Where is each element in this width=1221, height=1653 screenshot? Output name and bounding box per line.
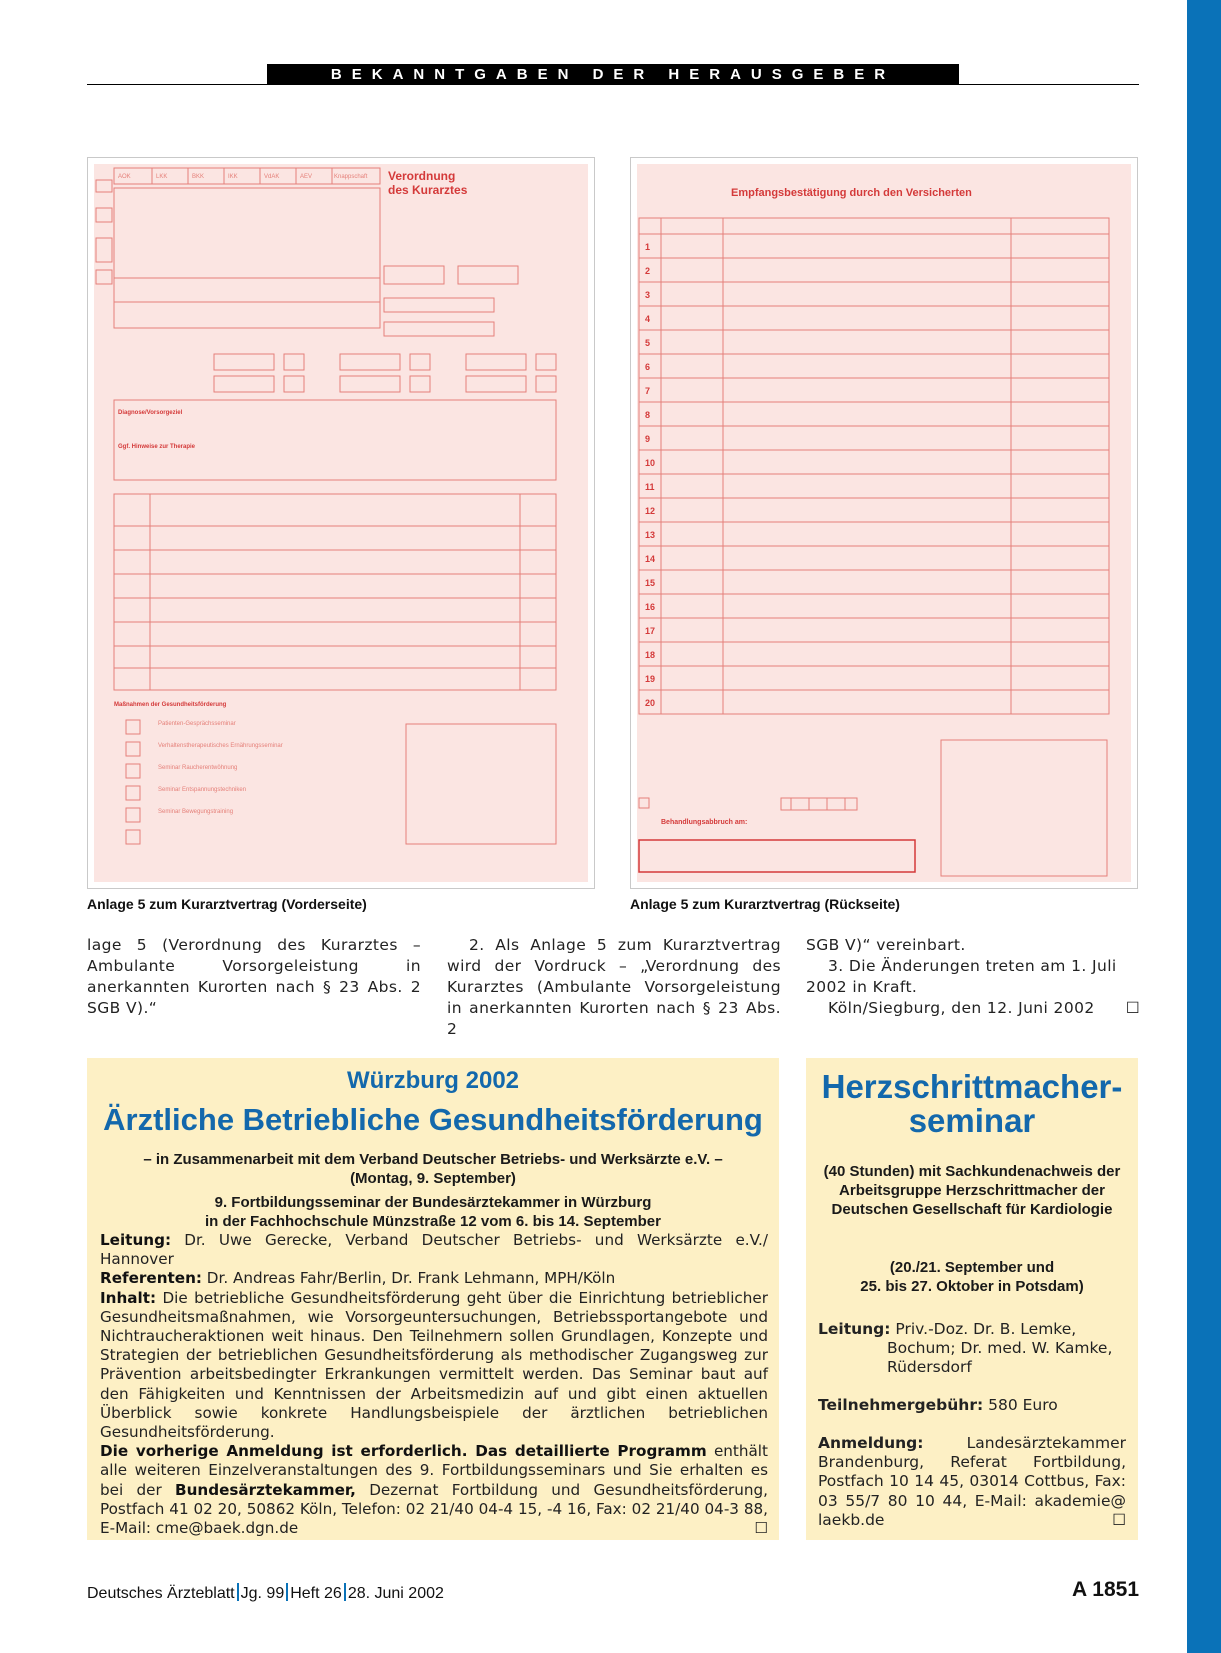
svg-text:Empfangsbestätigung durch den: Empfangsbestätigung durch den Versicherten <box>731 187 972 199</box>
back-form-row-number: 12 <box>645 506 656 516</box>
wuerzburg-subtitle: Würzburg 2002 <box>346 1067 520 1094</box>
article-text: SGB V)“ vereinbart. <box>806 936 966 954</box>
wuerzburg-cooperation: – in Zusammenarbeit mit dem Verband Deutscher Betriebs- und Werksärzte e.V. – <box>143 1151 723 1168</box>
svg-text:Seminar Entspannungstechniken: Seminar Entspannungstechniken <box>158 787 247 793</box>
back-form-row-number: 10 <box>645 458 656 468</box>
svg-text:IKK: IKK <box>228 174 238 180</box>
herz-dates-1: (20./21. September und <box>889 1259 1055 1276</box>
herz-leitung-text: Priv.-Doz. Dr. B. Lemke, Bochum; Dr. med. W. Kamke, Rüdersdorf <box>887 1320 1113 1377</box>
herz-title <box>806 1070 1138 1138</box>
wuerzburg-location: in der Fachhochschule Münzstraße 12 vom 6. bis 14. September <box>205 1213 661 1230</box>
end-mark: ☐ <box>1125 999 1140 1017</box>
referenten-text: Dr. Andreas Fahr/Berlin, Dr. Frank Lehmann, MPH/Köln <box>206 1269 616 1288</box>
wuerzburg-title: Ärztliche Betriebliche Gesundheitsförderung <box>103 1102 763 1137</box>
referenten-label: Referenten: <box>100 1269 202 1288</box>
back-form-row-number: 1 <box>645 242 651 252</box>
end-mark: ☐ <box>754 1519 768 1538</box>
form-front-image <box>87 157 595 889</box>
journal-date: 28. Juni 2002 <box>347 1585 444 1602</box>
svg-text:VdAK: VdAK <box>264 174 280 180</box>
back-form-row-number: 4 <box>645 314 651 324</box>
svg-text:LKK: LKK <box>156 174 168 180</box>
svg-text:BKK: BKK <box>192 174 205 180</box>
caption-front: Anlage 5 zum Kurarztvertrag (Vorderseite) <box>87 896 367 912</box>
article-col-3 <box>806 935 1140 1019</box>
herz-leitung <box>818 1320 1126 1378</box>
back-form-row-number: 5 <box>645 338 651 348</box>
back-form-row-number: 7 <box>645 386 651 396</box>
article-col-1 <box>87 935 421 1019</box>
page-prefix: A <box>1072 1578 1087 1601</box>
page-number <box>1072 1578 1139 1602</box>
leitung-para <box>100 1231 768 1269</box>
svg-text:Diagnose/Vorsorgeziel: Diagnose/Vorsorgeziel <box>118 410 183 416</box>
leitung-text: Dr. Uwe Gerecke, Verband Deutscher Betriebs- und Werksärzte e.V./ Hannover <box>100 1231 768 1269</box>
wuerzburg-details <box>100 1231 768 1538</box>
back-form-row-number: 9 <box>645 434 651 444</box>
end-mark: ☐ <box>1112 1510 1126 1529</box>
back-form-row-number: 20 <box>645 698 656 708</box>
footer-separator <box>237 1583 239 1601</box>
herzschrittmacher-seminar-box <box>806 1058 1138 1540</box>
svg-text:Patienten-Gesprächsseminar: Patienten-Gesprächsseminar <box>158 721 236 727</box>
anmeldung-para <box>100 1442 768 1538</box>
back-form-row-number: 13 <box>645 530 656 540</box>
back-form-row-number: 14 <box>645 554 656 564</box>
svg-text:Ggf. Hinweise zur Therapie: Ggf. Hinweise zur Therapie <box>118 444 196 450</box>
herz-gebuehr-text: 580 Euro <box>988 1396 1058 1414</box>
herz-leitung-para <box>818 1320 1126 1378</box>
journal-name: Deutsches Ärzteblatt <box>87 1585 235 1602</box>
article-text: 3. Die Änderungen treten am 1. Juli 2002 in Kraft. <box>806 957 1117 996</box>
page-value: 1851 <box>1092 1578 1139 1601</box>
inhalt-para <box>100 1289 768 1443</box>
herz-anmeldung-para <box>818 1434 1126 1530</box>
inhalt-label: Inhalt: <box>100 1288 157 1307</box>
caption-back: Anlage 5 zum Kurarztvertrag (Rückseite) <box>630 896 900 912</box>
footer-separator <box>286 1583 288 1601</box>
herz-anmeldung <box>818 1434 1126 1530</box>
herz-anmeldung-text: Landesärztekammer Brandenburg, Referat Fortbildung, Postfach 10 14 45, 03014 Cottbus, Fax: 03 55/7 80 10 44, E-Mail: akademie@ laekb.de <box>818 1434 1126 1529</box>
svg-text:Seminar Bewegungstraining: Seminar Bewegungstraining <box>158 809 234 815</box>
herz-gebuehr <box>818 1396 1126 1415</box>
svg-text:Seminar Raucherentwöhnung: Seminar Raucherentwöhnung <box>158 765 238 771</box>
back-form-row-number: 18 <box>645 650 656 660</box>
journal-issue: Heft 26 <box>290 1585 342 1602</box>
wuerzburg-date: (Montag, 9. September) <box>350 1170 516 1187</box>
back-form-row-number: 15 <box>645 578 656 588</box>
herz-title-line: seminar <box>908 1102 1036 1139</box>
article-signoff <box>806 998 1140 1019</box>
back-form-row-number: 3 <box>645 290 651 300</box>
back-form-row-number: 19 <box>645 674 656 684</box>
anmeldung-bold: Die vorherige Anmeldung ist erforderlich. Das detaillierte Programm <box>100 1442 707 1461</box>
page-footer <box>87 1583 444 1603</box>
wuerzburg-seminar-box <box>87 1058 779 1540</box>
back-form-row-number: 11 <box>645 482 655 492</box>
inhalt-text: Die betriebliche Gesundheitsförderung geht über die Einrichtung betrieblicher Gesundheitsmaßnahmen, wie Vorsorgeuntersuchungen, Betriebssportangebote und Nichtraucheraktionen weit hinaus. Den Teilnehmern sollen Grundlagen, Konzepte und Strategien der betrieblichen Gesundheitsförderung als methodischer Zugangsweg zur Prävention arbeitsbedingter Erkrankungen vermittelt werden. Das Seminar baut auf den Fähigkeiten und Kenntnissen der Arbeitsmedizin auf und gibt einen aktuellen Überblick sowie konkrete Handlungsbeispiele der ärztlichen betrieblichen Gesundheitsförderung. <box>100 1288 768 1442</box>
journal-volume: Jg. 99 <box>240 1585 285 1602</box>
anmeldung-text: enthält alle weiteren Einzelveranstaltungen des 9. Fortbildungsseminars und Sie erhalten es bei der <box>100 1442 768 1499</box>
svg-text:Verordnung: Verordnung <box>388 169 456 183</box>
herz-dates-2: 25. bis 27. Oktober in Potsdam) <box>860 1278 1084 1295</box>
herz-gebuehr-para <box>818 1396 1126 1415</box>
back-form-row-number: 16 <box>645 602 656 612</box>
article-col-2 <box>447 935 781 1040</box>
svg-text:AOK: AOK <box>118 174 131 180</box>
signoff-text: Köln/Siegburg, den 12. Juni 2002 <box>828 999 1095 1017</box>
side-color-bar <box>1187 0 1221 1653</box>
back-form-row-number: 8 <box>645 410 651 420</box>
herz-info: (40 Stunden) mit Sachkundenachweis der Arbeitsgruppe Herzschrittmacher der Deutschen Gesellschaft für Kardiologie <box>823 1163 1121 1218</box>
svg-text:AEV: AEV <box>300 174 313 180</box>
leitung-label: Leitung: <box>100 1231 172 1249</box>
svg-text:Knappschaft: Knappschaft <box>334 174 368 180</box>
herz-leitung-label: Leitung: <box>818 1320 891 1338</box>
footer-separator <box>344 1583 346 1601</box>
back-form-row-number: 2 <box>645 266 651 276</box>
svg-text:Behandlungsabbruch am:: Behandlungsabbruch am: <box>661 819 748 826</box>
back-form-row-number: 17 <box>645 626 656 636</box>
herz-gebuehr-label: Teilnehmergebühr: <box>818 1396 984 1414</box>
herz-title-line: Herzschrittmacher- <box>821 1068 1123 1105</box>
section-header: BEKANNTGABEN DER HERAUSGEBER <box>267 64 959 85</box>
svg-text:Maßnahmen der Gesundheitsförde: Maßnahmen der Gesundheitsförderung <box>114 702 227 708</box>
referenten-para <box>100 1269 768 1288</box>
article-text: 2. Als Anlage 5 zum Kurarztvertrag wird der Vordruck – „Verordnung des Kurarztes (Ambulante Vorsorgeleistung in anerkannten Kurorten nach § 23 Abs. 2 <box>447 936 781 1038</box>
back-form-row-number: 6 <box>645 362 651 372</box>
anmeldung-bold-2: Bundesärztekammer, <box>175 1480 356 1499</box>
form-back-image <box>630 157 1138 889</box>
anmeldung-text-2: Dezernat Fortbildung und Gesundheitsförderung, Postfach 41 02 20, 50862 Köln, Telefon: 02 21/40 04-4 15, -4 16, Fax: 02 21/40 04-3 88, E-Mail: cme@baek.dgn.de <box>100 1480 769 1538</box>
article-text: lage 5 (Verordnung des Kurarztes – Ambulante Vorsorgeleistung in anerkannten Kurorten nach § 23 Abs. 2 SGB V).“ <box>87 936 421 1017</box>
wuerzburg-seminar-name: 9. Fortbildungsseminar der Bundesärztekammer in Würzburg <box>214 1194 652 1211</box>
svg-text:Verhaltenstherapeutisches Ernä: Verhaltenstherapeutisches Ernährungsseminar <box>158 743 283 749</box>
herz-anmeldung-label: Anmeldung: <box>818 1434 924 1452</box>
svg-text:des Kurarztes: des Kurarztes <box>388 183 468 197</box>
